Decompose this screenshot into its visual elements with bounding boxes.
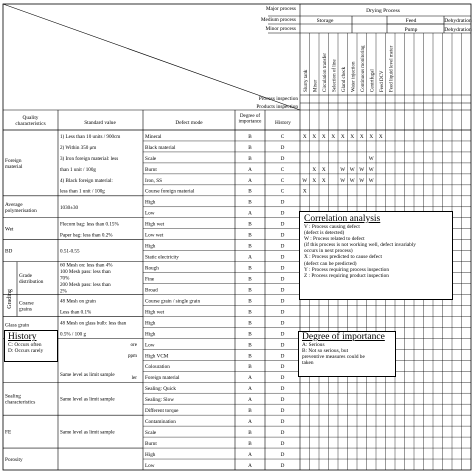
history-cell: D: [280, 375, 285, 382]
history-cell: D: [280, 210, 285, 217]
degree-cell: B: [248, 408, 252, 415]
degree-cell: B: [248, 232, 252, 239]
standard-value-cell: 1030±30: [60, 204, 79, 211]
defect-mode-cell: Rough: [145, 265, 159, 272]
standard-value-cell: 0.5% / 100 g: [60, 331, 87, 338]
correlation_legend-line: (if this process is not working well, defect invariably: [304, 242, 416, 249]
correlation-mark: W: [368, 166, 374, 173]
degree-cell: B: [248, 276, 252, 283]
defect-mode-cell: High wet: [145, 309, 165, 316]
defect-mode-cell: Broad: [145, 287, 158, 294]
partial-label: ler: [131, 374, 137, 381]
correlation_legend-line: Y : Process requiring process inspection: [304, 266, 389, 273]
degree-cell: B: [248, 430, 252, 437]
history-cell: C: [280, 177, 285, 184]
history-cell: D: [280, 353, 285, 360]
history-cell: D: [280, 386, 285, 393]
correlation-mark: X: [321, 177, 326, 184]
standard-value-cell: Same level as limit sample: [60, 396, 115, 403]
history-cell: D: [280, 232, 285, 239]
history-cell: D: [280, 320, 285, 327]
correlation_legend-line: occurs in next process): [304, 248, 353, 255]
history-cell: C: [280, 133, 285, 140]
quality-characteristic: Foreign material: [5, 157, 23, 170]
feed-label: Feed: [405, 18, 417, 24]
history-cell: D: [280, 451, 285, 458]
defect-mode-cell: Foreign material: [145, 375, 180, 382]
products-inspection-label: Products inspection: [256, 104, 298, 110]
history-cell: D: [280, 265, 285, 272]
correlation-mark: X: [350, 133, 355, 140]
degree-cell: A: [248, 254, 252, 261]
minor-process-label: Continuous monitoring: [360, 45, 366, 92]
history-cell: D: [280, 221, 285, 228]
degree-legend-lines: [302, 342, 392, 366]
standard-value-cell: 3) Iron foreign material: less: [60, 155, 119, 162]
correlation-mark: X: [321, 133, 326, 140]
correlation-mark: W: [359, 166, 365, 173]
history-header: History: [275, 120, 291, 126]
degree-cell: A: [248, 177, 252, 184]
defect-mode-cell: Low: [145, 342, 155, 349]
defect-mode-cell: Sealing: Quick: [145, 386, 176, 393]
history-cell: D: [280, 397, 285, 404]
defect-mode-cell: High: [145, 320, 156, 327]
storage-label: Storage: [316, 18, 334, 24]
correlation-mark: X: [378, 133, 383, 140]
degree-cell: B: [248, 331, 252, 338]
degree-legend-title: Degree of importance: [302, 332, 385, 342]
degree-cell: B: [248, 199, 252, 206]
standard-value-cell: Paper bag: less than 0.2%: [60, 232, 113, 239]
degree-cell: B: [248, 309, 252, 316]
standard-value-cell: 2%: [60, 288, 67, 295]
degree-legend: [298, 331, 396, 377]
defect-mode-cell: High: [145, 199, 156, 206]
correlation-mark: X: [359, 133, 364, 140]
minor-process-label: Feed DCV: [379, 70, 385, 92]
defect-mode-cell: Low: [145, 210, 155, 217]
defect-mode-cell: Course grain / single grain: [145, 298, 201, 305]
history_legend-line: D: Occurs rarely: [8, 348, 44, 355]
correlation-mark: X: [331, 133, 336, 140]
standard-value-header: Standard value: [84, 120, 116, 126]
degree_legend-line: A: Serious: [302, 342, 325, 348]
degree-cell: B: [248, 265, 252, 272]
defect-mode-cell: High: [145, 243, 156, 250]
defect-mode-cell: Colouration: [145, 364, 170, 371]
defect-mode-cell: Burnt: [145, 440, 157, 447]
defect-mode-cell: Static electricity: [145, 254, 179, 261]
degree-cell: A: [248, 386, 252, 393]
standard-value-cell: 1) Less than 10 units / 900cm: [60, 133, 121, 140]
degree-cell: B: [248, 133, 252, 140]
degree-cell: B: [248, 440, 252, 447]
degree-cell: B: [248, 364, 252, 371]
degree_legend-line: B: Not so serious, but: [302, 348, 349, 355]
degree-cell: A: [248, 451, 252, 458]
history-cell: D: [280, 430, 285, 437]
degree-cell: B: [248, 298, 252, 305]
correlation-mark: X: [312, 177, 317, 184]
degree-cell: A: [248, 462, 252, 469]
defect-mode-cell: Contamination: [145, 419, 176, 426]
history-cell: D: [280, 408, 285, 415]
quality-characteristic: FE: [5, 429, 12, 436]
defect-mode-cell: Mineral: [145, 133, 162, 140]
standard-value-cell: Flecom bag: less than 0.15%: [60, 221, 119, 228]
major-process-label: Major process: [265, 6, 296, 12]
degree-cell: B: [248, 320, 252, 327]
standard-value-cell: Same level as limit sample: [60, 372, 115, 379]
correlation-mark: X: [312, 133, 317, 140]
standard-value-cell: 100 Mesh pass: less than: [60, 268, 111, 275]
standard-value-cell: Same level as limit sample: [60, 429, 115, 436]
degree-cell: B: [248, 155, 252, 162]
correlation-mark: W: [349, 166, 355, 173]
correlation_legend-line: Z : Process requiring product inspection: [304, 272, 389, 279]
history-cell: D: [280, 254, 285, 261]
defect-mode-cell: Course foreign material: [145, 188, 195, 195]
pump-label: Pump: [404, 27, 418, 33]
quality-characteristic: Glass grain: [5, 322, 29, 329]
correlation_legend-line: X : Process predicted to cause defect: [304, 254, 382, 261]
defect-mode-cell: High: [145, 331, 156, 338]
dehydration-sub-label: Dehydration: [444, 27, 472, 33]
correlation-mark: W: [302, 177, 308, 184]
standard-value-cell: than 1 unit / 100g: [60, 166, 96, 173]
standard-value-cell: 70%: [60, 275, 70, 282]
defect-mode-cell: Burnt: [145, 166, 157, 173]
correlation_legend-line: V : Process causing defect: [304, 224, 360, 230]
defect-mode-header: Defect mode: [175, 120, 203, 126]
correlation_legend-line: W : Process related to defect: [304, 236, 365, 243]
minor-process-label: Centrifugal: [370, 69, 376, 92]
minor-process-label: Minor process: [265, 26, 296, 32]
correlation-mark: W: [340, 166, 346, 173]
correlation-mark: W: [368, 155, 374, 162]
partial-label: ore: [130, 342, 137, 349]
dehydration-label: Dehydration: [444, 18, 472, 24]
quality-characteristic: Average polymerisation: [5, 201, 37, 214]
standard-value-cell: 0.51-0.55: [60, 248, 80, 255]
correlation-mark: W: [340, 177, 346, 184]
degree-cell: B: [248, 287, 252, 294]
defect-mode-cell: High VCM: [145, 353, 169, 360]
degree-cell: A: [248, 375, 252, 382]
defect-mode-cell: Different torque: [145, 408, 179, 415]
correlation-mark: X: [369, 133, 374, 140]
legend-lines: [304, 224, 448, 279]
standard-value-cell: less than 1 unit / 100g: [60, 188, 105, 195]
history-cell: D: [280, 243, 285, 250]
correlation-mark: X: [302, 133, 307, 140]
history-cell: D: [280, 287, 285, 294]
history-cell: C: [280, 166, 285, 173]
history_legend-line: C: Occurs often: [8, 342, 42, 348]
history-cell: D: [280, 144, 285, 151]
quality-characteristics-header: Quality characteristics: [15, 115, 46, 127]
process-inspection-label: Process inspection: [258, 96, 298, 102]
standard-value-cell: 48 Mesh on grain: [60, 298, 96, 305]
defect-mode-cell: Black material: [145, 144, 176, 151]
history-cell: C: [280, 188, 285, 195]
defect-mode-cell: Scale: [145, 430, 157, 437]
correlation-analysis-legend: [299, 211, 453, 300]
quality-characteristic: BD: [5, 248, 13, 255]
history-cell: D: [280, 462, 285, 469]
history-legend-title: History: [8, 332, 37, 342]
history-cell: D: [280, 276, 285, 283]
standard-value-cell: 4) Black foreign material:: [60, 177, 113, 184]
history-cell: D: [280, 309, 285, 316]
defect-mode-cell: High: [145, 451, 156, 458]
history-cell: D: [280, 331, 285, 338]
medium-process-label: Medium process: [260, 17, 296, 23]
degree-cell: A: [248, 419, 252, 426]
minor-process-label: Selection of line: [332, 59, 338, 92]
degree-cell: B: [248, 221, 252, 228]
history-cell: D: [280, 342, 285, 349]
grading-label: Grading: [7, 289, 13, 309]
correlation-mark: X: [340, 133, 345, 140]
defect-mode-cell: Low: [145, 462, 155, 469]
history-cell: D: [280, 298, 285, 305]
standard-value-cell: 2) Within 350 μm: [60, 144, 97, 151]
defect-mode-cell: Scale: [145, 155, 157, 162]
correlation_legend-line: (defect can be predicted): [304, 260, 357, 267]
standard-value-cell: Less than 0.1%: [60, 309, 92, 316]
correlation-mark: X: [321, 166, 326, 173]
partial-label: ppm: [127, 353, 137, 360]
degree-cell: A: [248, 210, 252, 217]
defect-mode-cell: Fine: [145, 276, 155, 283]
standard-value-cell: 48 Mesh on glass bulb: less than: [60, 320, 127, 327]
degree_legend-line: preventive measures could be: [302, 354, 365, 361]
correlation-mark: W: [349, 177, 355, 184]
degree-cell: B: [248, 342, 252, 349]
defect-mode-cell: Iron, SS: [145, 177, 163, 184]
legend-title: Correlation analysis: [304, 214, 381, 224]
minor-process-label: Slurry tank: [303, 69, 309, 92]
history-cell: D: [280, 155, 285, 162]
degree-importance-header: Degree of importance: [238, 113, 262, 125]
standard-value-cell: 200 Mesh pass: less than: [60, 282, 111, 289]
degree-cell: B: [248, 188, 252, 195]
defect-mode-cell: Low wet: [145, 232, 164, 239]
correlation-mark: W: [359, 177, 365, 184]
defect-mode-cell: Sealing: Slow: [145, 397, 174, 404]
history-cell: D: [280, 419, 285, 426]
drying-process-label: Drying Process: [366, 8, 400, 14]
quality-characteristic: Coarse grains: [19, 300, 34, 313]
degree-cell: B: [248, 144, 252, 151]
quality-characteristic: Wet: [5, 226, 14, 233]
correlation-mark: X: [312, 166, 317, 173]
defect-mode-cell: High wet: [145, 221, 165, 228]
quality-characteristic: Sealing characteristics: [5, 393, 36, 406]
degree-cell: B: [248, 243, 252, 250]
degree_legend-line: taken: [302, 360, 314, 367]
degree-cell: A: [248, 397, 252, 404]
correlation_legend-line: (defect is detected): [304, 230, 345, 237]
history-cell: D: [280, 364, 285, 371]
history-legend: [4, 330, 58, 362]
correlation-mark: X: [302, 188, 307, 195]
history-cell: D: [280, 440, 285, 447]
header-diagonal: [3, 4, 300, 110]
standard-value-cell: 60 Mesh on: less than 4%: [60, 262, 113, 269]
degree-cell: A: [248, 166, 252, 173]
minor-process-label: Gland check: [341, 66, 347, 92]
history-legend-lines: [8, 342, 54, 354]
quality-characteristic: Grade distribution: [19, 273, 44, 286]
degree-cell: B: [248, 353, 252, 360]
minor-process-label: Circulation transfer: [322, 52, 328, 92]
minor-process-label: Water injection: [351, 61, 357, 92]
history-cell: D: [280, 199, 285, 206]
minor-process-label: Feed liquid level meter: [389, 45, 395, 92]
correlation-mark: W: [368, 177, 374, 184]
minor-process-label: Mixer: [313, 79, 319, 92]
quality-characteristic: Porosity: [5, 457, 23, 464]
